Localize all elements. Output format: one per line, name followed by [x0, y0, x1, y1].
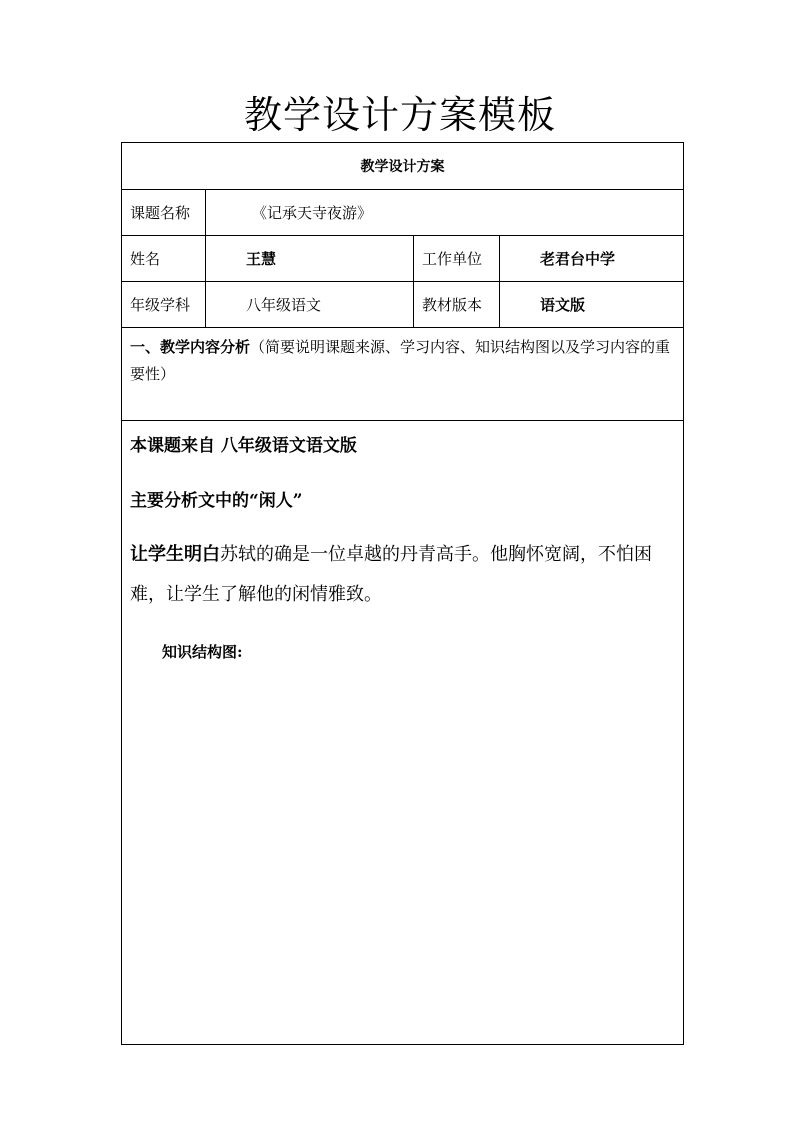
grade-row — [122, 282, 684, 328]
name-label: 姓名 — [122, 236, 206, 282]
table-header-row — [122, 143, 684, 190]
objective-text: 苏轼的确是一位卓越的丹青高手。他胸怀宽阔，不怕困难，让学生了解他的闲情雅致。 — [130, 544, 652, 605]
objective-paragraph — [130, 535, 675, 615]
work-unit-value: 老君台中学 — [500, 236, 684, 282]
lesson-plan-table — [121, 142, 684, 1045]
content-cell — [122, 421, 684, 1045]
table-header: 教学设计方案 — [122, 143, 684, 190]
name-row — [122, 236, 684, 282]
name-value: 王慧 — [206, 236, 414, 282]
grade-subject-label: 年级学科 — [122, 282, 206, 328]
section1-heading: 一、教学内容分析 — [130, 338, 251, 356]
section1-cell — [122, 328, 684, 421]
section1-row — [122, 328, 684, 421]
work-unit-label: 工作单位 — [414, 236, 500, 282]
page-title: 教学设计方案模板 — [243, 93, 556, 137]
section1-note: （简要说明课题来源、学习内容、知识结构图以及学习内容的重要性） — [130, 338, 671, 383]
textbook-edition-label: 教材版本 — [414, 282, 500, 328]
grade-subject-value: 八年级语文 — [206, 282, 414, 328]
knowledge-structure-heading: 知识结构图: — [162, 643, 243, 661]
topic-label: 课题名称 — [122, 190, 206, 236]
textbook-edition-value: 语文版 — [500, 282, 684, 328]
content-row — [122, 421, 684, 1045]
topic-source-line: 本课题来自 八年级语文语文版 — [130, 436, 357, 456]
objective-lead: 让学生明白 — [130, 544, 220, 565]
topic-row — [122, 190, 684, 236]
analysis-line: 主要分析文中的“闲人” — [130, 491, 303, 511]
topic-value: 《记承天寺夜游》 — [206, 190, 684, 236]
